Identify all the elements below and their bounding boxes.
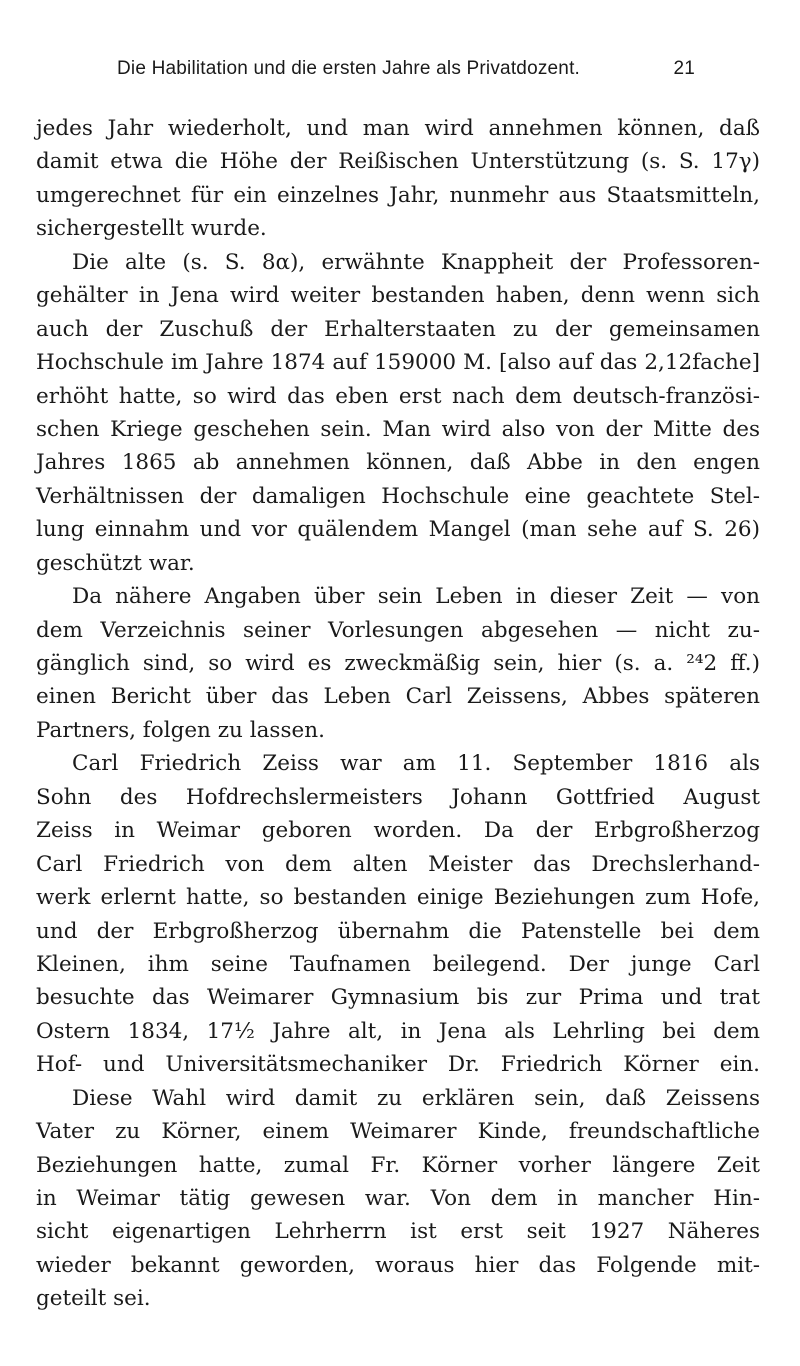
text-line: Carl Friedrich Zeiss war am 11. September 1816 als: [72, 751, 760, 777]
text-line: Ostern 1834, 17½ Jahre alt, in Jena als Lehrling bei dem: [36, 1018, 760, 1044]
running-head: [117, 58, 695, 80]
text-line: Carl Friedrich von dem alten Meister das Drechslerhand-: [36, 851, 760, 877]
text-line: sicht eigenartigen Lehrherrn ist erst seit 1927 Näheres: [36, 1219, 760, 1245]
text-line: Hochschule im Jahre 1874 auf 159000 M. [also auf das 2,12fache]: [36, 350, 760, 376]
page-number: 21: [673, 58, 695, 79]
text-line: erhöht hatte, so wird das eben erst nach dem deutsch-französi-: [36, 383, 760, 409]
text-line: Sohn des Hofdrechslermeisters Johann Gottfried August: [36, 784, 760, 810]
body-text: [36, 112, 760, 1316]
text-line: besuchte das Weimarer Gymnasium bis zur Prima und trat: [36, 985, 760, 1011]
text-line: auch der Zuschuß der Erhalterstaaten zu der gemeinsamen: [36, 316, 760, 342]
text-line: Zeiss in Weimar geboren worden. Da der Erbgroßherzog: [36, 818, 760, 844]
text-line: geteilt sei.: [36, 1286, 151, 1312]
text-line: schen Kriege geschehen sein. Man wird also von der Mitte des: [36, 416, 760, 442]
text-line: in Weimar tätig gewesen war. Von dem in mancher Hin-: [36, 1186, 760, 1211]
text-line: damit etwa die Höhe der Reißischen Unterstützung (s. S. 17γ): [36, 149, 760, 175]
text-line: Partners, folgen zu lassen.: [36, 717, 325, 743]
text-line: und der Erbgroßherzog übernahm die Patenstelle bei dem: [36, 918, 760, 944]
text-line: Vater zu Körner, einem Weimarer Kinde, freundschaftliche: [36, 1119, 760, 1145]
text-line: Jahres 1865 ab annehmen können, daß Abbe in den engen: [36, 450, 760, 476]
text-line: Verhältnissen der damaligen Hochschule eine geachtete Stel-: [36, 483, 760, 509]
text-line: werk erlernt hatte, so bestanden einige Beziehungen zum Hofe,: [36, 885, 760, 911]
text-line: Hof- und Universitätsmechaniker Dr. Friedrich Körner ein.: [36, 1052, 760, 1078]
text-line: Da nähere Angaben über sein Leben in dieser Zeit — von: [72, 584, 760, 610]
text-line: jedes Jahr wiederholt, und man wird annehmen können, daß: [36, 116, 760, 141]
text-line: lung einnahm und vor quälendem Mangel (man sehe auf S. 26): [36, 517, 760, 543]
text-line: umgerechnet für ein einzelnes Jahr, nunmehr aus Staatsmitteln,: [36, 182, 760, 208]
text-line: Kleinen, ihm seine Taufnamen beilegend. Der junge Carl: [36, 951, 760, 977]
text-line: geschützt war.: [36, 550, 195, 576]
text-line: Diese Wahl wird damit zu erklären sein, daß Zeissens: [72, 1085, 760, 1111]
text-line: Beziehungen hatte, zumal Fr. Körner vorher längere Zeit: [36, 1152, 760, 1178]
text-line: gehälter in Jena wird weiter bestanden haben, denn wenn sich: [36, 283, 760, 309]
text-line: wieder bekannt geworden, woraus hier das Folgende mit-: [36, 1252, 760, 1278]
text-line: sichergestellt wurde.: [36, 216, 267, 242]
running-title: Die Habilitation und die ersten Jahre als Privatdozent.: [117, 58, 581, 79]
text-line: einen Bericht über das Leben Carl Zeissens, Abbes späteren: [36, 684, 760, 710]
text-line: dem Verzeichnis seiner Vorlesungen abgesehen — nicht zu-: [36, 617, 760, 643]
text-line: gänglich sind, so wird es zweckmäßig sein, hier (s. a. ²⁴2 ff.): [36, 651, 760, 676]
text-line: Die alte (s. S. 8α), erwähnte Knappheit der Professoren-: [72, 249, 760, 275]
